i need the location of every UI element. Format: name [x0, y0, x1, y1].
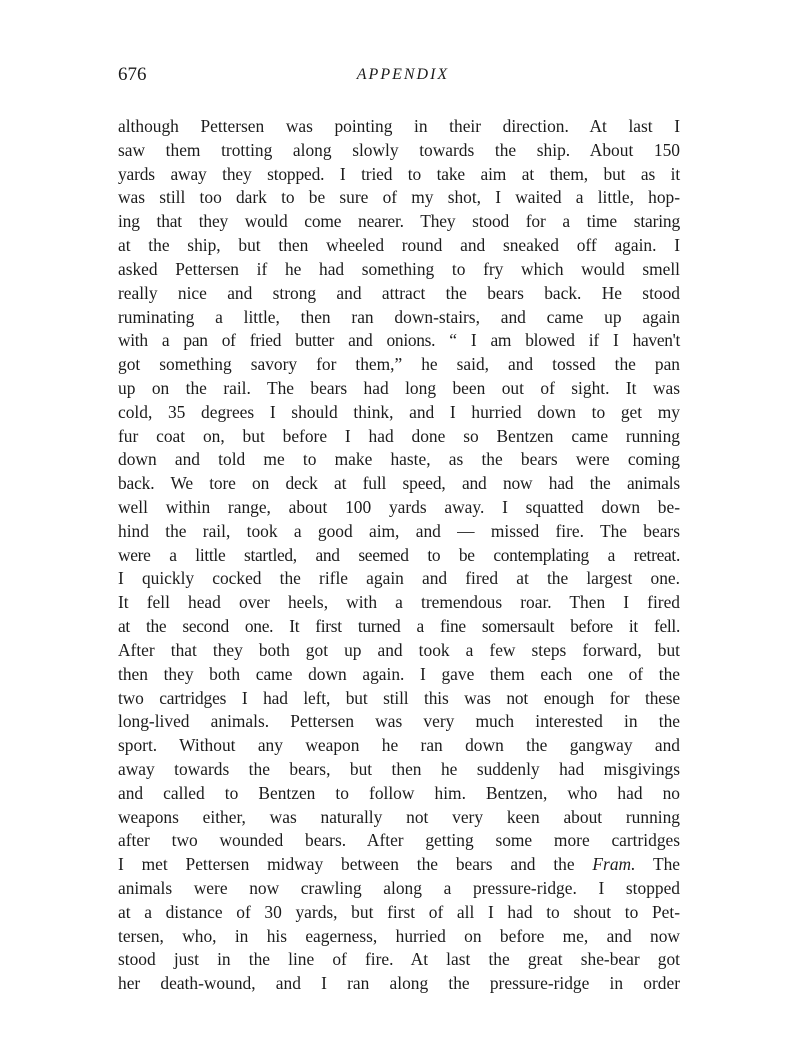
text-line: and called to Bentzen to follow him. Bentzen, who had no [118, 782, 680, 803]
text-line: hind the rail, took a good aim, and — missed fire. The bears [118, 520, 680, 541]
text-fragment: I met Pettersen midway between the bears and the [118, 854, 593, 875]
text-line: down and told me to make haste, as the bears were coming [118, 449, 680, 470]
text-line: at a distance of 30 yards, but first of all I had to shout to Pet- [118, 901, 680, 922]
text-line: ing that they would come nearer. They stood for a time staring [118, 211, 680, 232]
text-line: at the ship, but then wheeled round and sneaked off again. I [118, 235, 680, 256]
page-number: 676 [118, 64, 147, 85]
text-line: fur coat on, but before I had done so Bentzen came running [118, 425, 680, 446]
text-line: up on the rail. The bears had long been out of sight. It was [118, 377, 680, 398]
text-line: tersen, who, in his eagerness, hurried on before me, and now [118, 925, 680, 946]
text-line: were a little startled, and seemed to be contemplating a retreat. [118, 544, 680, 565]
text-line: got something savory for them,” he said, and tossed the pan [118, 354, 680, 375]
text-line: was still too dark to be sure of my shot, I waited a little, hop- [118, 187, 680, 208]
text-line: It fell head over heels, with a tremendous roar. Then I fired [118, 592, 680, 613]
running-head [118, 64, 688, 90]
text-line: animals were now crawling along a pressure-ridge. I stopped [118, 878, 680, 898]
text-line-fram [118, 853, 680, 877]
text-line: well within range, about 100 yards away. I squatted down be- [118, 497, 680, 517]
text-line: really nice and strong and attract the bears back. He stood [118, 282, 680, 303]
text-line: with a pan of fried butter and onions. “ I am blowed if I haven't [118, 330, 680, 351]
running-title: APPENDIX [356, 66, 450, 83]
text-line: After that they both got up and took a few steps forward, but [118, 639, 680, 660]
body-text [118, 115, 680, 996]
ship-name-fram: Fram. [592, 854, 636, 875]
text-line: although Pettersen was pointing in their direction. At last I [118, 116, 680, 136]
text-line: stood just in the line of fire. At last the great she-bear got [118, 949, 680, 970]
text-line: I quickly cocked the rifle again and fired at the largest one. [118, 568, 680, 589]
text-line: long-lived animals. Pettersen was very much interested in the [118, 711, 680, 732]
text-line: at the second one. It first turned a fine somersault before it fell. [118, 616, 680, 637]
text-line: weapons either, was naturally not very keen about running [118, 806, 680, 827]
text-line: ruminating a little, then ran down-stairs, and came up again [118, 306, 680, 327]
text-line: asked Pettersen if he had something to fry which would smell [118, 258, 680, 279]
text-line: saw them trotting along slowly towards the ship. About 150 [118, 139, 680, 160]
text-line: after two wounded bears. After getting some more cartridges [118, 830, 680, 851]
text-line: back. We tore on deck at full speed, and now had the animals [118, 473, 680, 494]
text-line: then they both came down again. I gave them each one of the [118, 663, 680, 684]
text-line: cold, 35 degrees I should think, and I hurried down to get my [118, 401, 680, 422]
text-line: two cartridges I had left, but still this was not enough for these [118, 687, 680, 708]
text-line: her death-wound, and I ran along the pressure-ridge in order [118, 973, 680, 994]
text-line: sport. Without any weapon he ran down the gangway and [118, 735, 680, 756]
text-line: away towards the bears, but then he suddenly had misgivings [118, 758, 680, 779]
text-fragment: The [635, 854, 680, 875]
text-line: yards away they stopped. I tried to take aim at them, but as it [118, 163, 680, 184]
